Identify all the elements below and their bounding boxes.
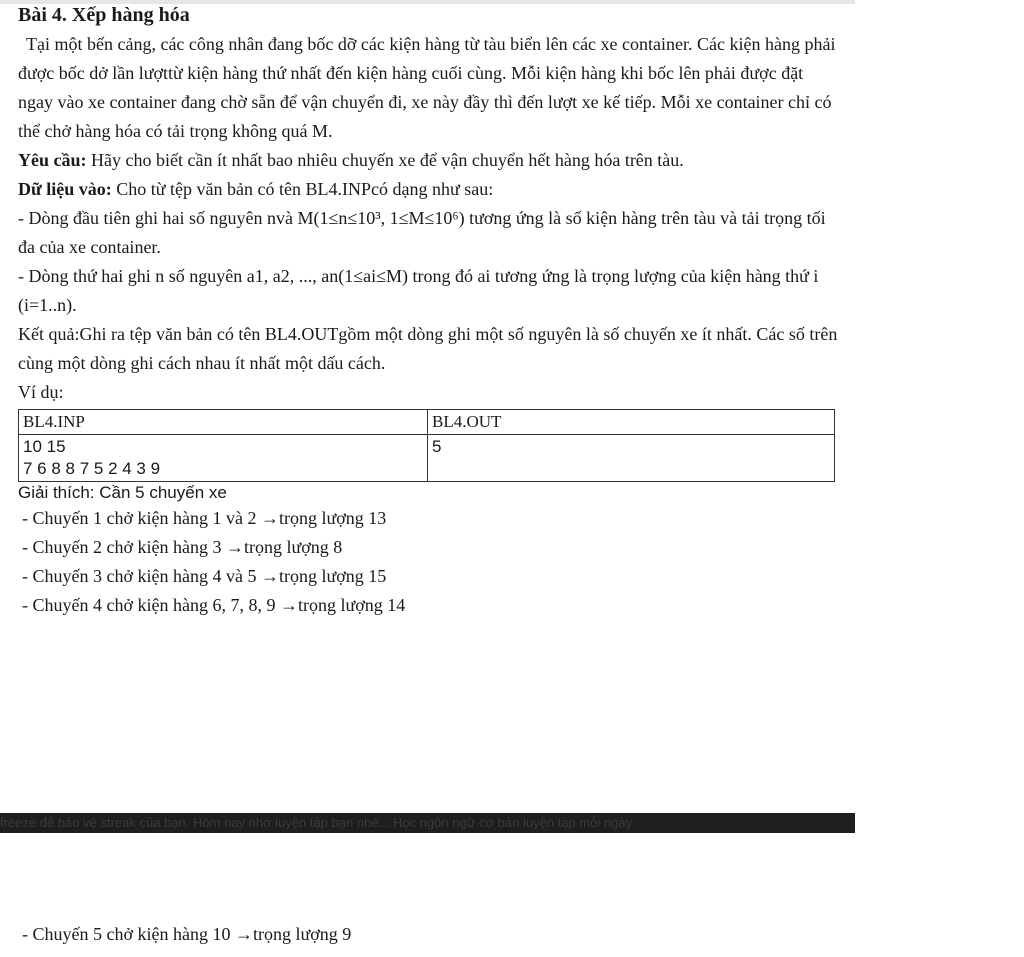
input-line-2: - Dòng thứ hai ghi n số nguyên a1, a2, ..., an(1≤ai≤M) trong đó ai tương ứng là trọng lượng của kiện hàng thứ i (i=1..n).: [18, 266, 819, 315]
problem-title: Bài 4. Xếp hàng hóa: [18, 4, 190, 26]
trip-item: - Chuyến 4 chở kiện hàng 6, 7, 8, 9 →trọng lượng 14: [22, 595, 406, 615]
example-table: [18, 409, 835, 482]
table-row: [19, 435, 835, 482]
input-cell-line-1: 10 15: [23, 437, 66, 456]
notification-banner: freeze để bảo vệ streak của bạn. Hôm nay nhớ luyện tập bạn nhé... Học ngôn ngữ cơ bản luyện tập mỗi ngày: [0, 813, 855, 833]
input-text: Cho từ tệp văn bản có tên BL4.INPcó dạng như sau:: [111, 179, 494, 199]
document: [18, 4, 838, 620]
requirement-label: Yêu cầu:: [18, 150, 87, 170]
output-paragraph: Kết quả:Ghi ra tệp văn bản có tên BL4.OUTgồm một dòng ghi một số nguyên là số chuyến xe ít nhất. Các số trên cùng một dòng ghi cách nhau ít nhất một dấu cách.: [18, 324, 838, 373]
example-label: Ví dụ:: [18, 382, 64, 402]
input-line-1: - Dòng đầu tiên ghi hai số nguyên nvà M(1≤n≤10³, 1≤M≤10⁶) tương ứng là số kiện hàng trên tàu và tải trọng tối đa của xe container.: [18, 208, 826, 257]
requirement-paragraph: [18, 146, 838, 175]
header-input: BL4.INP: [19, 410, 428, 435]
trip-item-last: - Chuyến 5 chở kiện hàng 10 →trọng lượng 9: [22, 924, 352, 944]
table-row: [19, 410, 835, 435]
explanation: Giải thích: Cần 5 chuyến xe: [18, 483, 227, 502]
input-cell-line-2: 7 6 8 8 7 5 2 4 3 9: [23, 459, 161, 478]
trip-item: - Chuyến 3 chở kiện hàng 4 và 5 →trọng lượng 15: [22, 566, 387, 586]
intro-paragraph: Tại một bến cảng, các công nhân đang bốc dỡ các kiện hàng từ tàu biển lên các xe container. Các kiện hàng phải được bốc dở lần lượttừ kiện hàng thứ nhất đến kiện hàng cuối cùng. Mỗi kiện hàng khi bốc lên phải được đặt ngay vào xe container đang chờ sẵn để vận chuyển đi, xe này đầy thì đến lượt xe kế tiếp. Mỗi xe container chỉ có thể chở hàng hóa có tải trọng không quá M.: [18, 34, 836, 141]
input-cell: [19, 435, 428, 482]
requirement-text: Hãy cho biết cần ít nhất bao nhiêu chuyến xe để vận chuyển hết hàng hóa trên tàu.: [86, 150, 684, 170]
input-paragraph: [18, 175, 838, 204]
trip-item: - Chuyến 2 chở kiện hàng 3 →trọng lượng 8: [22, 537, 343, 557]
trip-item: - Chuyến 1 chở kiện hàng 1 và 2 →trọng lượng 13: [22, 508, 387, 528]
header-output: BL4.OUT: [428, 410, 835, 435]
output-cell: 5: [428, 435, 835, 482]
input-label: Dữ liệu vào:: [18, 179, 112, 199]
